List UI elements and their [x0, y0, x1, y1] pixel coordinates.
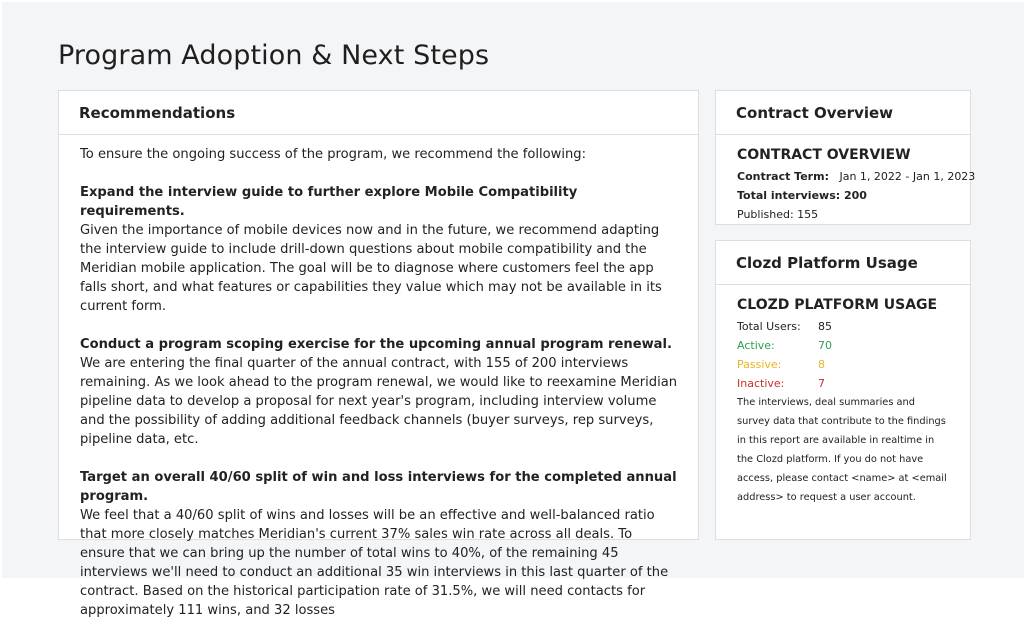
recommendation-title: Target an overall 40/60 split of win and loss interviews for the completed annual program.: [80, 470, 677, 504]
contract-term-value: Jan 1, 2022 - Jan 1, 2023: [839, 170, 976, 183]
contract-overview-heading: CONTRACT OVERVIEW: [737, 147, 911, 163]
contract-overview-card: [715, 90, 976, 225]
usage-row-total-users: [737, 317, 958, 336]
platform-usage-heading: CLOZD PLATFORM USAGE: [737, 297, 938, 313]
recommendation-title: Conduct a program scoping exercise for the upcoming annual program renewal.: [80, 337, 672, 352]
total-interviews-label: Total interviews: 200: [737, 189, 867, 202]
page-title: Program Adoption & Next Steps: [58, 40, 490, 71]
usage-value: 85: [818, 320, 832, 333]
usage-label: Total Users:: [737, 320, 801, 333]
contract-overview-body: [716, 135, 976, 224]
contract-term-label: Contract Term:: [737, 170, 829, 183]
usage-row-passive: [737, 355, 958, 374]
contract-overview-card-header: Contract Overview: [716, 91, 970, 135]
recommendation-body: We are entering the final quarter of the annual contract, with 155 of 200 interviews remaining. As we look ahead to the program renewal, we would like to reexamine Meridian pipeline data to develop a proposal for next year's program, including interview volume and the possibility of adding additional feedback channels (buyer surveys, rep surveys, pipeline data, etc.: [80, 356, 678, 447]
platform-usage-body: [716, 285, 970, 507]
usage-value: 7: [818, 377, 825, 390]
usage-value: 8: [818, 358, 825, 371]
platform-usage-card-header: Clozd Platform Usage: [716, 241, 970, 285]
total-interviews-row: [737, 186, 958, 205]
recommendation-body: Given the importance of mobile devices now and in the future, we recommend adapting the interview guide to include drill-down questions about mobile compatibility and the Meridian mobile application. The goal will be to diagnose where customers feel the app falls short, and what features or capabilities they value which may not be available in its current form.: [80, 223, 662, 314]
recommendations-card-header: Recommendations: [59, 91, 698, 135]
page-container: [2, 2, 1024, 618]
platform-usage-note: The interviews, deal summaries and survey data that contribute to the findings in this report are available in realtime in the Clozd platform. If you do not have access, please contact <name> at <email address> to request a user account.: [737, 397, 947, 503]
published-row: [737, 205, 958, 224]
usage-label: Active:: [737, 339, 775, 352]
contract-term-row: [737, 167, 976, 186]
recommendation-body: We feel that a 40/60 split of wins and losses will be an effective and well-balanced ratio that more closely matches Meridian's current 37% sales win rate across all deals. To ensure that we can bring up the number of total wins to 40%, of the remaining 45 interviews we'll need to conduct an additional 35 win interviews in this last quarter of the contract. Based on the historical participation rate of 31.5%, we will need contacts for approximately 111 wins, and 32 losses: [80, 508, 669, 618]
usage-value: 70: [818, 339, 832, 352]
usage-label: Inactive:: [737, 377, 785, 390]
recommendations-intro: To ensure the ongoing success of the program, we recommend the following:: [80, 147, 587, 162]
recommendations-body: [59, 135, 698, 620]
recommendation-title: Expand the interview guide to further explore Mobile Compatibility requirements.: [80, 185, 578, 219]
usage-label: Passive:: [737, 358, 782, 371]
published-label: Published: 155: [737, 208, 819, 221]
platform-usage-card: [715, 240, 971, 540]
usage-row-inactive: [737, 374, 958, 393]
recommendations-card: [58, 90, 699, 618]
usage-row-active: [737, 336, 958, 355]
